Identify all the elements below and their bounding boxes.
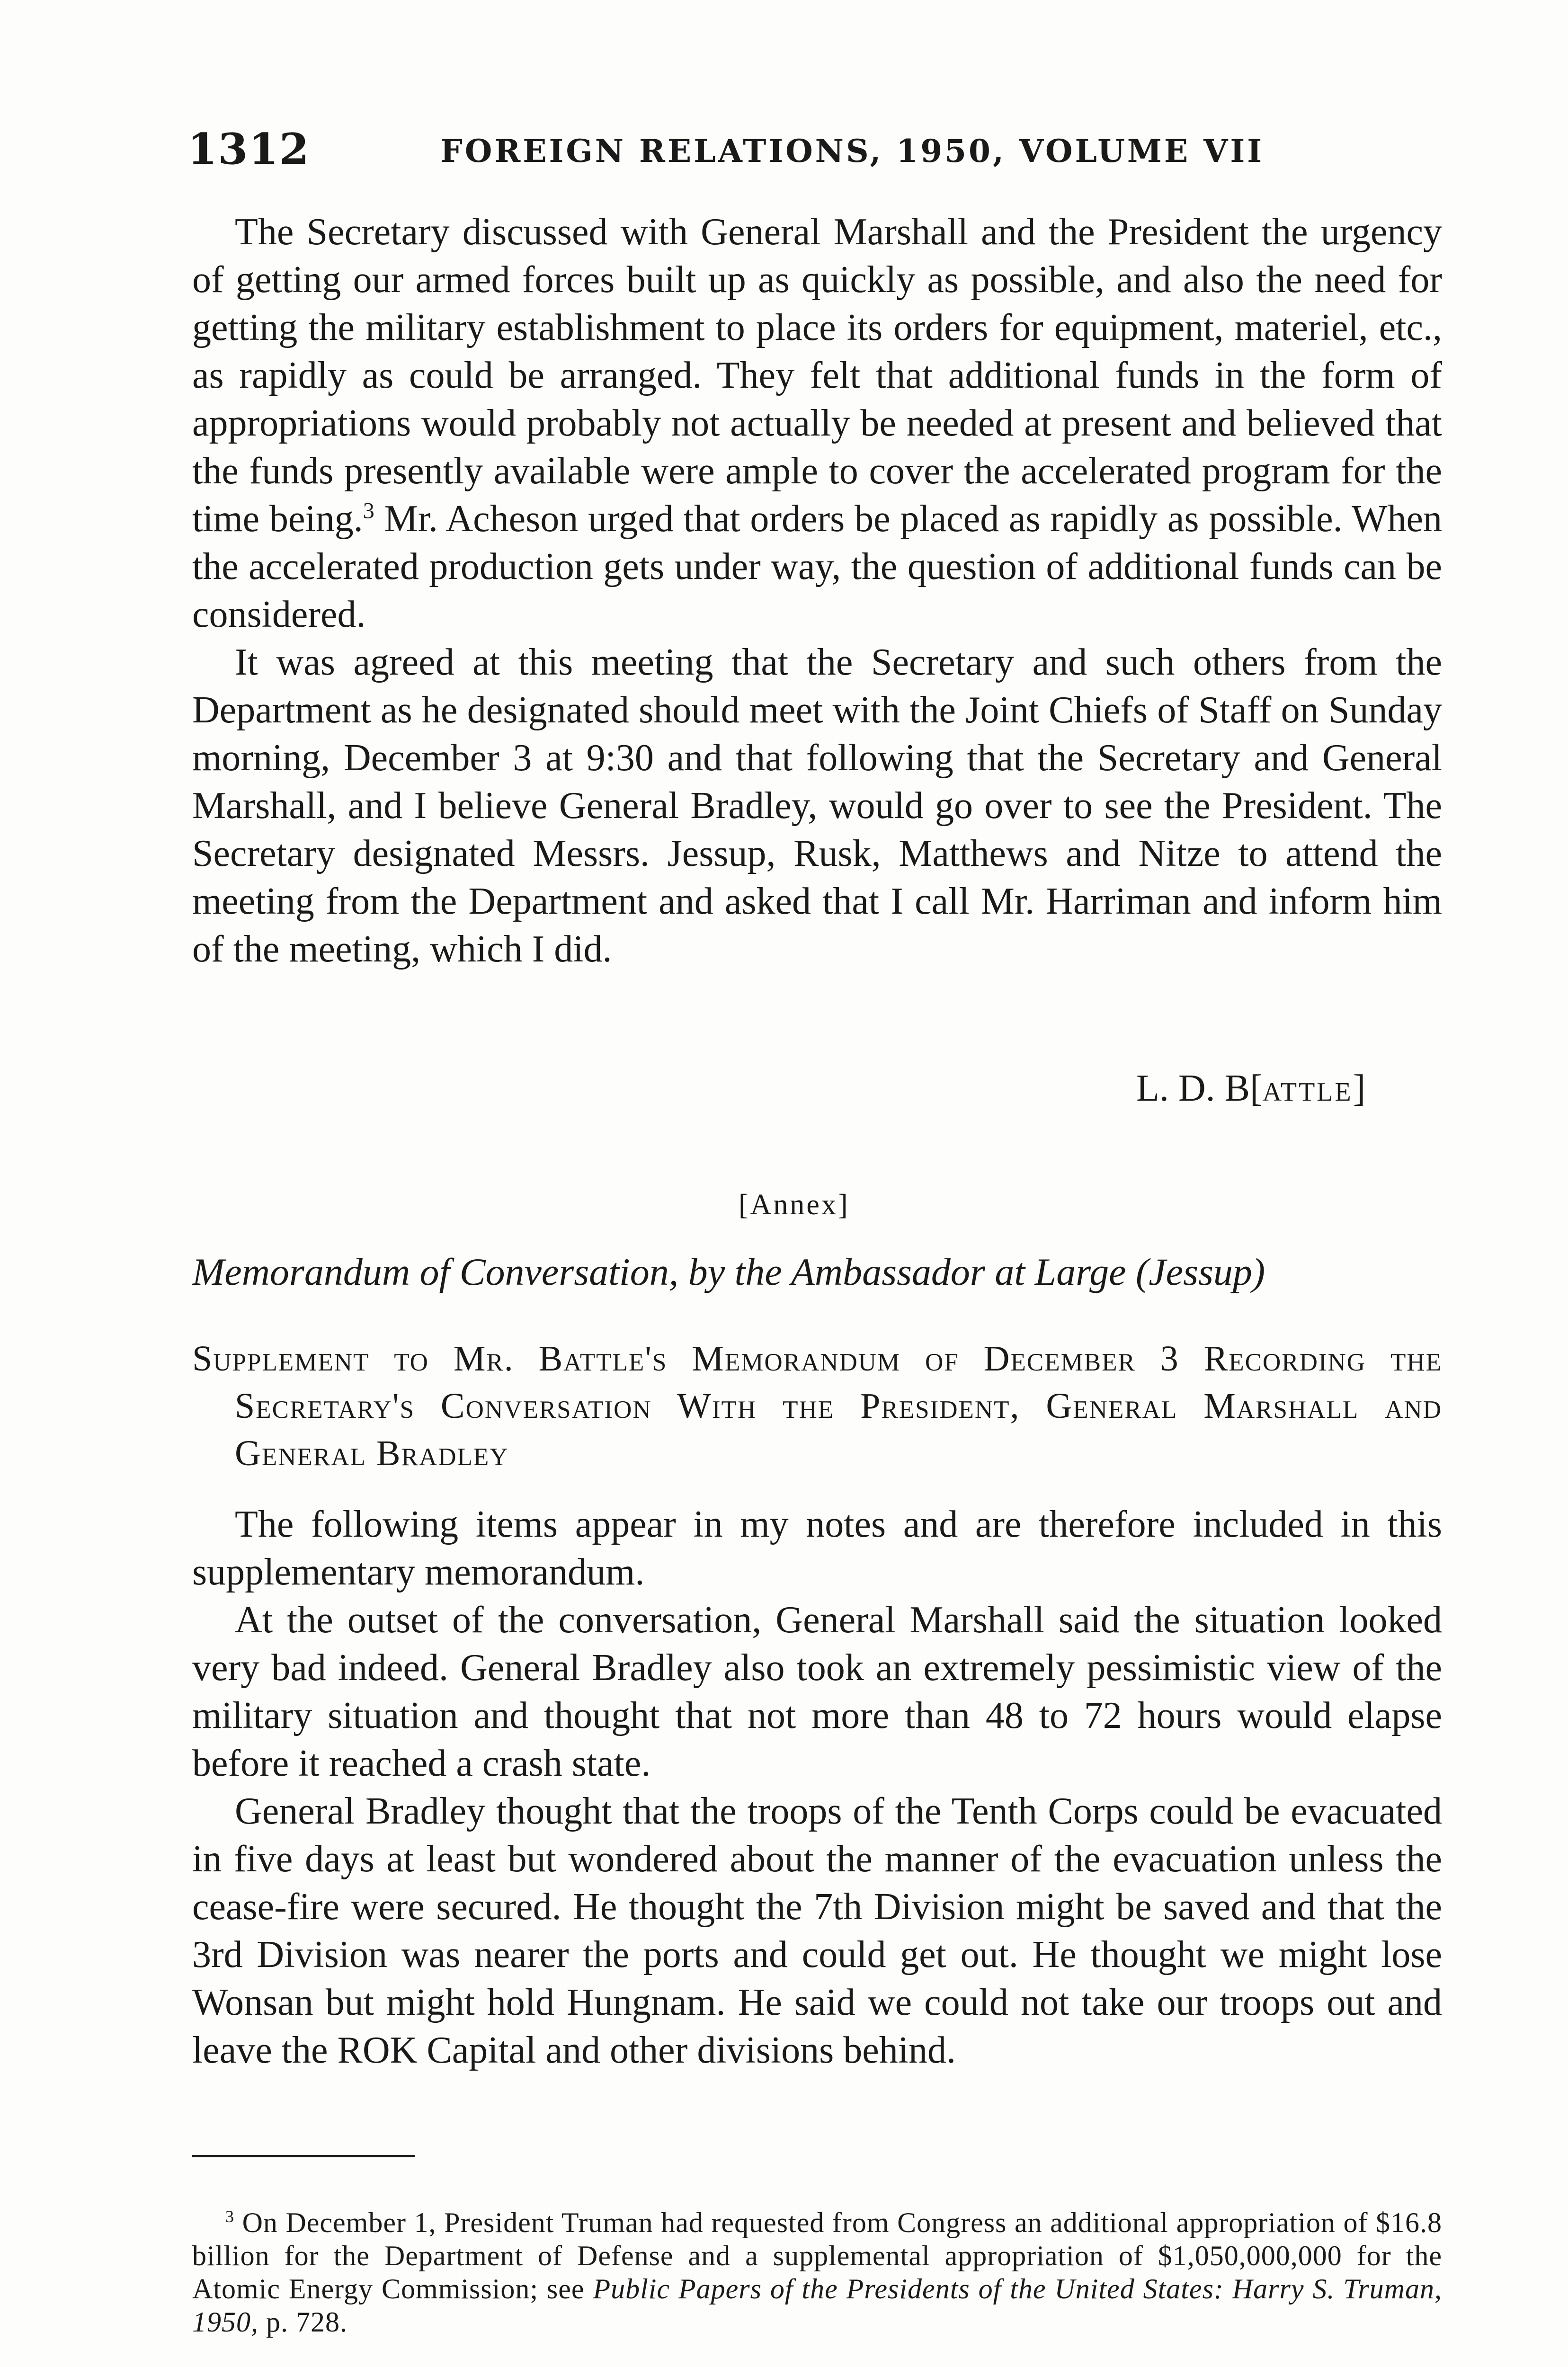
paragraph-marshall-situation: At the outset of the conversation, General Marshall said the situation looked very bad indeed. General Bradley also took an extremely pessimistic view of the military situation and thought that not more than 48 to 72 hours would elapse before it reached a crash state.: [192, 1599, 1442, 1784]
signature-initials: L. D. B[: [1136, 1068, 1263, 1109]
footnote-divider: [192, 2155, 415, 2157]
footnote-text: On December 1, President Truman had requested from Congress an additional appropriation of $16.8 billion for the Department of Defense and a supplemental appropriation of $1,050,000,000 for the Atomic Energy Commission; see: [192, 2207, 1442, 2305]
paragraph-text: The Secretary discussed with General Marshall and the President the urgency of getting our armed forces built up as quickly as possible, and also the need for getting the military establishment to place its orders for equipment, materiel, etc., as rapidly as could be arranged. They felt that additional funds in the form of appropriations would probably not actually be needed at present and believed that the funds presently available were ample to cover the accelerated program for the time being.: [192, 211, 1442, 540]
paragraph-notes-intro: The following items appear in my notes and are therefore included in this supplementary memorandum.: [192, 1504, 1442, 1593]
signature-name: ATTLE: [1262, 1077, 1353, 1107]
paragraph-text: Mr. Acheson urged that orders be placed as rapidly as possible. When the accelerated production gets under way, the question of additional funds can be considered.: [192, 498, 1443, 635]
signature-bracket: ]: [1353, 1068, 1366, 1109]
paragraph-secretary-discussion: [192, 208, 1442, 639]
annex-label: [Annex]: [739, 1189, 850, 1221]
annex-text: [192, 1501, 1442, 2074]
footnote-citation: Public Papers of the Presidents of the United States: Harry S. Truman, 1950,: [192, 2273, 1443, 2338]
signature: [1136, 1067, 1365, 1110]
paragraph-bradley-evacuation: General Bradley thought that the troops of the Tenth Corps could be evacuated in five days at least but wondered about the manner of the evacuation unless the cease-fire were secured. He thought the 7th Division might be saved and that the 3rd Division was nearer the ports and could get out. He thought we might lose Wonsan but might hold Hungnam. He said we could not take our troops out and leave the ROK Capital and other divisions behind.: [192, 1790, 1442, 2071]
supplement-heading: Supplement to Mr. Battle's Memorandum of December 3 Recording the Secretary's Conversation With the President, General Marshall and General Bradley: [192, 1339, 1442, 1473]
memo-title: Memorandum of Conversation, by the Ambassador at Large (Jessup): [192, 1250, 1265, 1293]
footnote: [192, 2206, 1442, 2339]
paragraph-meeting-agreement: It was agreed at this meeting that the Secretary and such others from the Department as he designated should meet with the Joint Chiefs of Staff on Sunday morning, December 3 at 9:30 and that following that the Secretary and General Marshall, and I believe General Bradley, would go over to see the President. The Secretary designated Messrs. Jessup, Rusk, Matthews and Nitze to attend the meeting from the Department and asked that I call Mr. Harriman and inform him of the meeting, which I did.: [192, 641, 1442, 970]
footnote-page-ref: p. 728.: [258, 2306, 347, 2338]
journal-title: FOREIGN RELATIONS, 1950, VOLUME VII: [440, 133, 1265, 169]
running-head: [187, 124, 1466, 176]
main-text: [192, 208, 1442, 973]
footnote-reference: 3: [363, 498, 374, 524]
page-number: 1312: [187, 124, 310, 174]
footnote-marker: 3: [225, 2207, 234, 2226]
